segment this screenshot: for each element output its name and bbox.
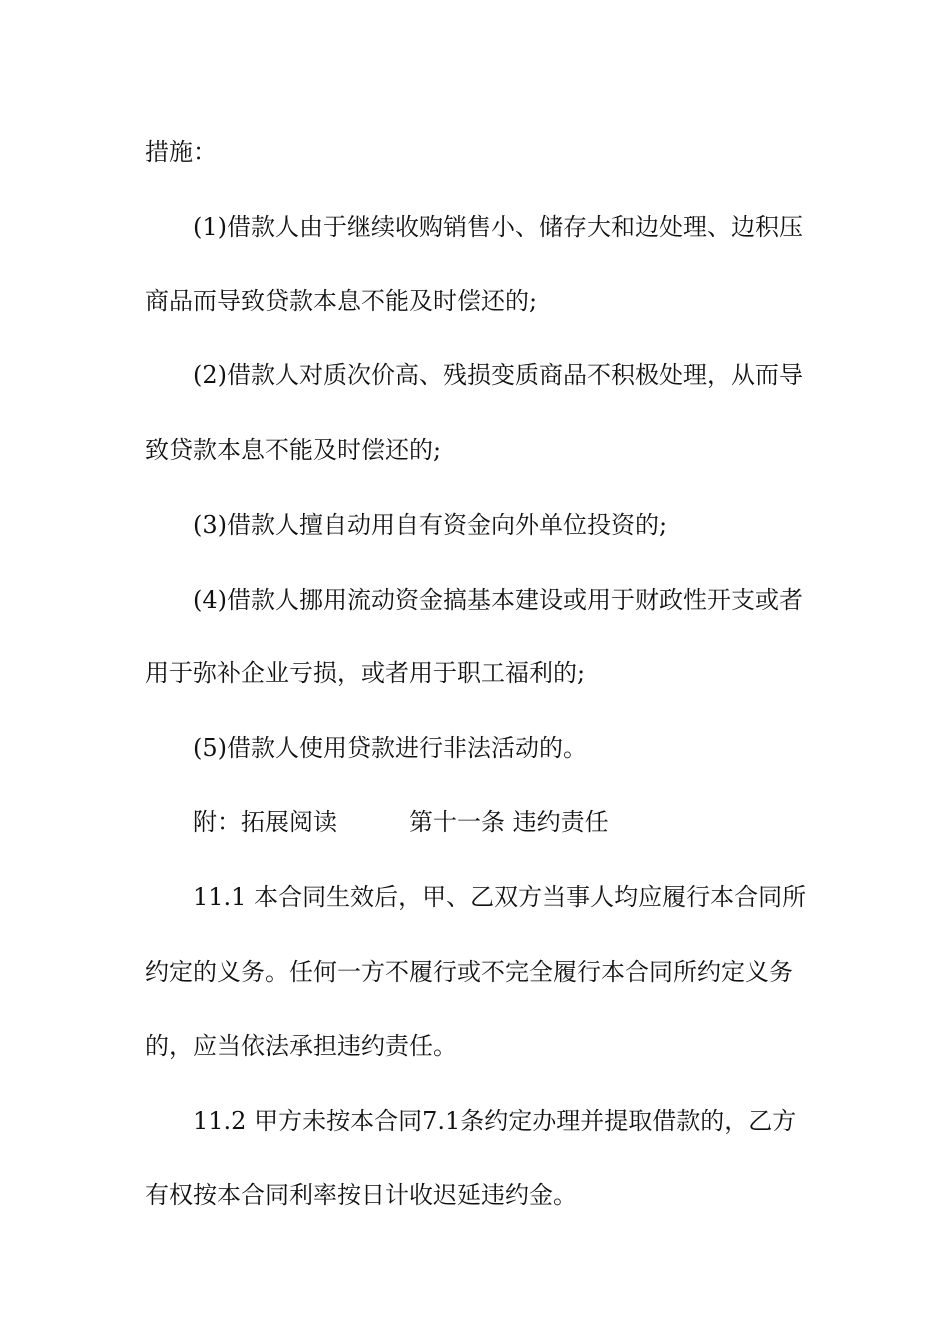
text-line: 用于弥补企业亏损，或者用于职工福利的; bbox=[145, 659, 586, 687]
text-line: 商品而导致贷款本息不能及时偿还的; bbox=[145, 287, 538, 315]
text-line: 11.1 本合同生效后，甲、乙双方当事人均应履行本合同所 bbox=[193, 883, 807, 911]
text-line: (5)借款人使用贷款进行非法活动的。 bbox=[193, 734, 587, 762]
text-line: 的，应当依法承担违约责任。 bbox=[145, 1032, 457, 1060]
text-line: 有权按本合同利率按日计收迟延违约金。 bbox=[145, 1181, 577, 1209]
text-line: (1)借款人由于继续收购销售小、储存大和边处理、边积压 bbox=[193, 213, 803, 241]
text-line: 约定的义务。任何一方不履行或不完全履行本合同所约定义务 bbox=[145, 958, 793, 986]
text-line: (3)借款人擅自动用自有资金向外单位投资的; bbox=[193, 511, 668, 539]
text-line: (2)借款人对质次价高、残损变质商品不积极处理，从而导 bbox=[193, 361, 803, 389]
text-line: 11.2 甲方未按本合同7.1条约定办理并提取借款的，乙方 bbox=[193, 1107, 797, 1135]
text-line: (4)借款人挪用流动资金搞基本建设或用于财政性开支或者 bbox=[193, 586, 803, 614]
section-heading: 附：拓展阅读 第十一条 违约责任 bbox=[193, 808, 609, 836]
text-line: 措施： bbox=[145, 138, 217, 166]
text-line: 致贷款本息不能及时偿还的; bbox=[145, 436, 442, 464]
